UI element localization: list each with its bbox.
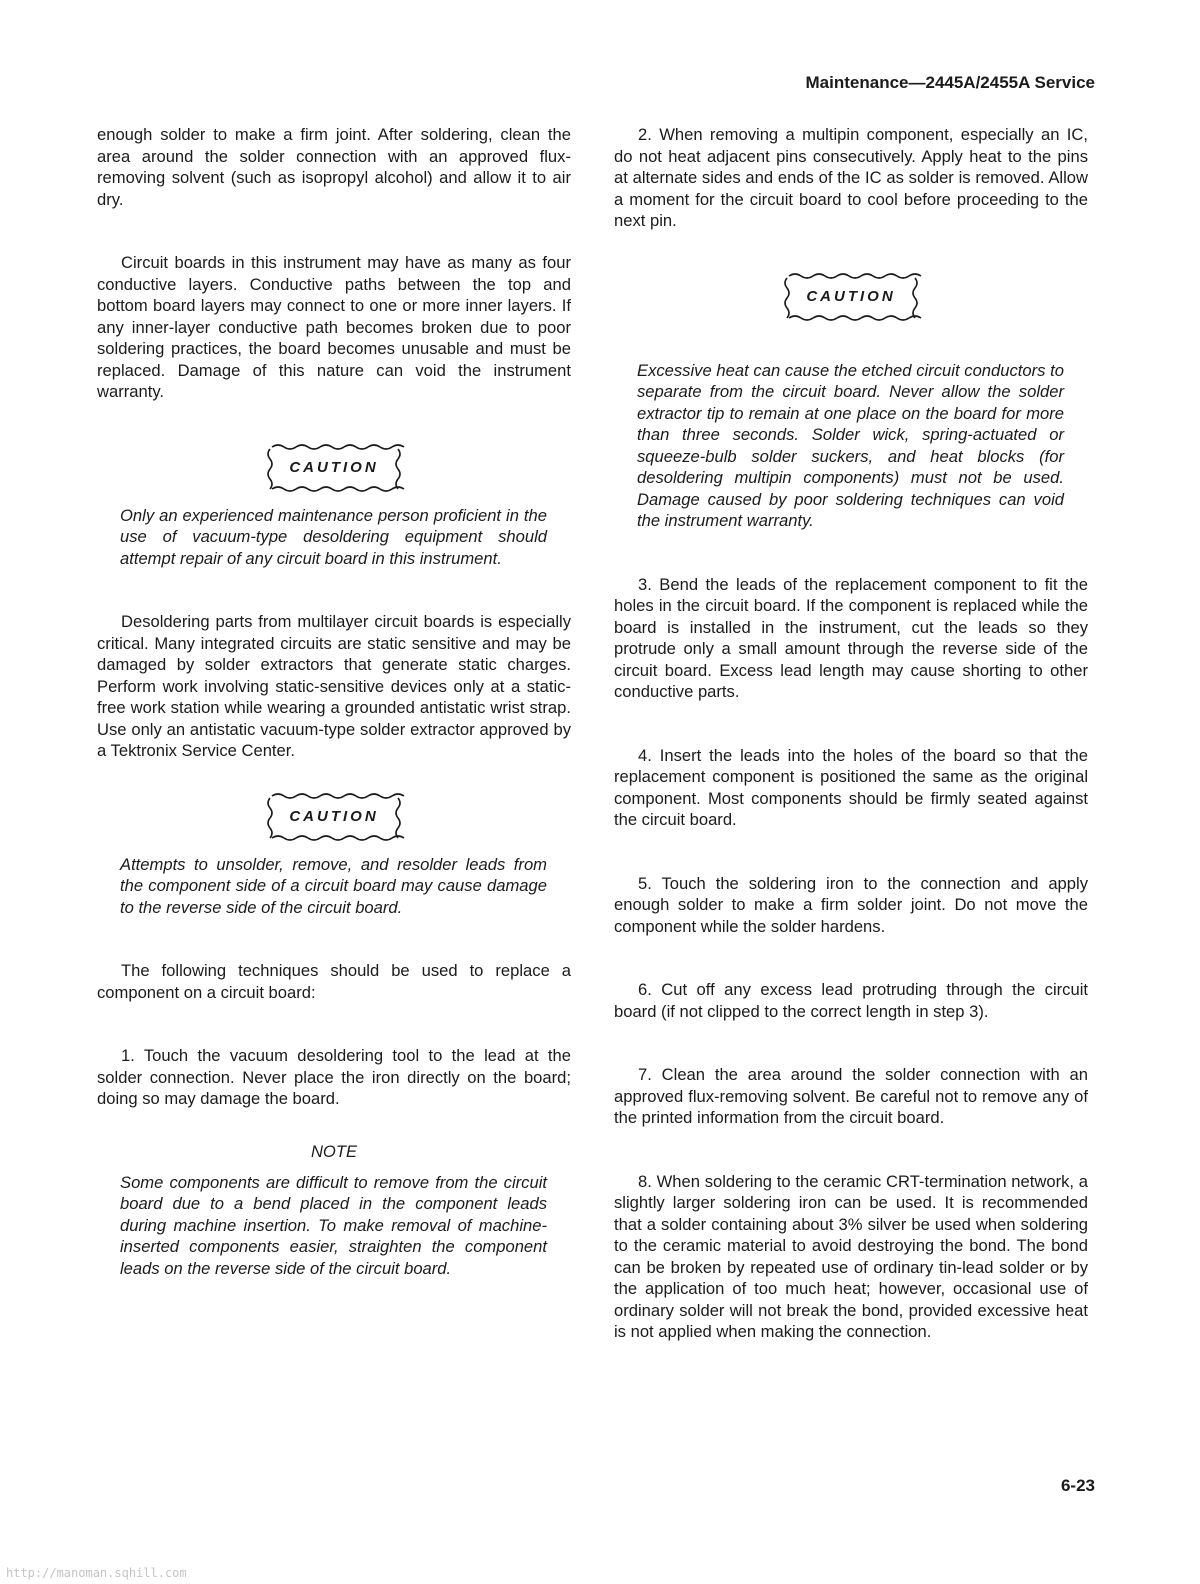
page-header: Maintenance—2445A/2455A Service <box>805 73 1095 92</box>
step-4: 4. Insert the leads into the holes of the board so that the replacement component is positioned the same as the original component. Most components should be firmly seated against the circuit board. <box>614 745 1088 829</box>
note-text: Some components are difficult to remove from the circuit board due to a bend placed in the component leads during machine insertion. To make removal of machine-inserted components easier, straighten the component leads on the reverse side of the circuit board. <box>120 1172 547 1278</box>
paragraph-desoldering: Desoldering parts from multilayer circuit boards is especially critical. Many integrated circuits are static sensitive and may be damaged by solder extractors that generate static charges. Perform work involving static-sensitive devices only at a static-free work station while wearing a grounded antistatic wrist strap. Use only an antistatic vacuum-type solder extractor approved by a Tektronix Service Center. <box>97 612 571 760</box>
left-column <box>97 124 571 1279</box>
step-2: 2. When removing a multipin component, especially an IC, do not heat adjacent pins consecutively. Apply heat to the pins at alternate sides and ends of the IC as solder is removed. Allow a moment for the circuit board to cool before proceeding to the next pin. <box>614 125 1088 230</box>
step-5: 5. Touch the soldering iron to the connection and apply enough solder to make a firm solder joint. Do not move the component while the solder hardens. <box>614 873 1088 936</box>
watermark-url: http://manoman.sqhill.com <box>6 1566 187 1580</box>
paragraph-techniques: The following techniques should be used to replace a component on a circuit board: <box>97 961 571 1002</box>
caution-banner <box>262 443 407 493</box>
caution-banner <box>262 792 407 842</box>
caution-label: CAUTION <box>806 287 896 305</box>
paragraph-circuit-boards: Circuit boards in this instrument may have as many as four conductive layers. Conductive paths between the top and bottom board layers may connect to one or more inner layers. If any inner-layer conductive path becomes broken due to poor soldering practices, the board becomes unusable and must be replaced. Damage of this nature can void the instrument warranty. <box>97 253 571 401</box>
caution-text: Attempts to unsolder, remove, and resolder leads from the component side of a circuit board may cause damage to the reverse side of the circuit board. <box>120 854 547 917</box>
note-title: NOTE <box>310 1141 358 1161</box>
caution-label: CAUTION <box>289 807 379 825</box>
caution-text: Only an experienced maintenance person proficient in the use of vacuum-type desoldering equipment should attempt repair of any circuit board in this instrument. <box>120 505 547 568</box>
step-6: 6. Cut off any excess lead protruding through the circuit board (if not clipped to the correct length in step 3). <box>614 980 1088 1021</box>
caution-text: Excessive heat can cause the etched circuit conductors to separate from the circuit board. Never allow the solder extractor tip to remain at one place on the board for more than three seconds. Solder wick, spring-actuated or squeeze-bulb solder suckers, and heat blocks (for desoldering multipin components) must not be used. Damage caused by poor soldering techniques can void the instrument warranty. <box>637 360 1064 530</box>
right-column <box>614 124 1088 1343</box>
step-8: 8. When soldering to the ceramic CRT-termination network, a slightly larger soldering iron can be used. It is recommended that a solder containing about 3% silver be used when soldering to the ceramic material to avoid destroying the bond. The bond can be broken by repeated use of ordinary tin-lead solder or by the application of too much heat; however, occasional use of ordinary solder will not break the bond, provided excessive heat is not applied when making the connection. <box>614 1171 1088 1341</box>
caution-banner <box>779 272 924 322</box>
page-number: 6-23 <box>1060 1476 1095 1495</box>
caution-label: CAUTION <box>289 458 379 476</box>
step-1: 1. Touch the vacuum desoldering tool to the lead at the solder connection. Never place the iron directly on the board; doing so may damage the board. <box>97 1046 571 1108</box>
paragraph-solder-cleanup: enough solder to make a firm joint. After soldering, clean the area around the solder connection with an approved flux-removing solvent (such as isopropyl alcohol) and allow it to air dry. <box>97 125 571 209</box>
step-7: 7. Clean the area around the solder connection with an approved flux-removing solvent. Be careful not to remove any of the printed information from the circuit board. <box>614 1065 1088 1127</box>
step-3: 3. Bend the leads of the replacement component to fit the holes in the circuit board. If the component is replaced while the board is installed in the instrument, cut the leads so they protrude only a small amount through the reverse side of the circuit board. Excess lead length may cause shorting to other conductive parts. <box>614 574 1088 701</box>
